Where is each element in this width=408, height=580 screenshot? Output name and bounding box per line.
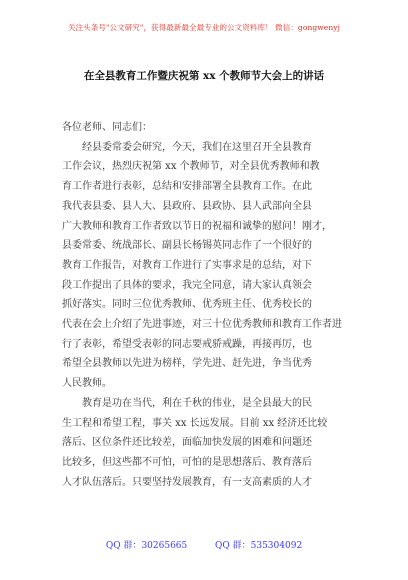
body-line: 县委常委、统战部长、副县长杨锡英同志作了一个很好的	[62, 240, 312, 252]
footer-contacts	[0, 538, 408, 551]
body-line: 比较多，但这些都不可怕，可怕的是思想落后、教育落后	[62, 456, 312, 468]
body-line: 代表在会上介绍了先进事迹，对三十位优秀教师和教育工作者进	[62, 319, 342, 331]
body-line: 希望全县教师以先进为榜样，学先进、赶先进，争当优秀	[62, 358, 312, 370]
body-line: 育工作者进行表彰，总结和安排部署全县教育工作。在此	[62, 181, 312, 193]
header-note: 关注头条号"公文研究"，获得最新最全最专业的公文资料库！ 微信：gongwenyj	[67, 23, 341, 32]
body-line: 落后、区位条件还比较差，面临加快发展的困难和问题还	[62, 437, 312, 449]
body-line: 工作会议，热烈庆祝第 xx 个教师节，对全县优秀教师和教	[62, 161, 320, 173]
footer-qq-group-2: QQ 群：535304092	[215, 541, 303, 551]
body-line: 人民教师。	[62, 378, 112, 390]
body-line: 教育工作报告，对教育工作进行了实事求是的总结，对下	[62, 259, 312, 271]
body-line: 抓好落实。同时三位优秀教师、优秀班主任、优秀校长的	[62, 299, 312, 311]
body-line: 经县委常委会研究，今天，我们在这里召开全县教育	[62, 141, 312, 153]
document-title: 在全县教育工作暨庆祝第 xx 个教师节大会上的讲话	[83, 70, 325, 82]
body-line: 广大教师和教育工作者致以节日的祝福和诚挚的慰问！刚才，	[62, 220, 332, 232]
body-line: 人才队伍落后。只要坚持发展教育，有一支高素质的人才	[62, 476, 312, 488]
salutation: 各位老师、同志们：	[62, 122, 152, 133]
footer-qq-group-1: QQ 群：30265665	[105, 541, 188, 551]
body-line: 我代表县委、县人大、县政府、县政协、县人武部向全县	[62, 200, 312, 212]
body-line: 段工作提出了具体的要求，我完全同意，请大家认真领会	[62, 279, 312, 291]
document-body	[62, 118, 350, 492]
body-line: 生工程和希望工程，事关 xx 长远发展。目前 xx 经济还比较	[62, 417, 328, 429]
body-line: 教育是功在当代，利在千秋的伟业，是全县最大的民	[62, 397, 312, 409]
body-line: 行了表彰，希望受表彰的同志要戒骄戒躁，再接再厉，也	[62, 338, 312, 350]
